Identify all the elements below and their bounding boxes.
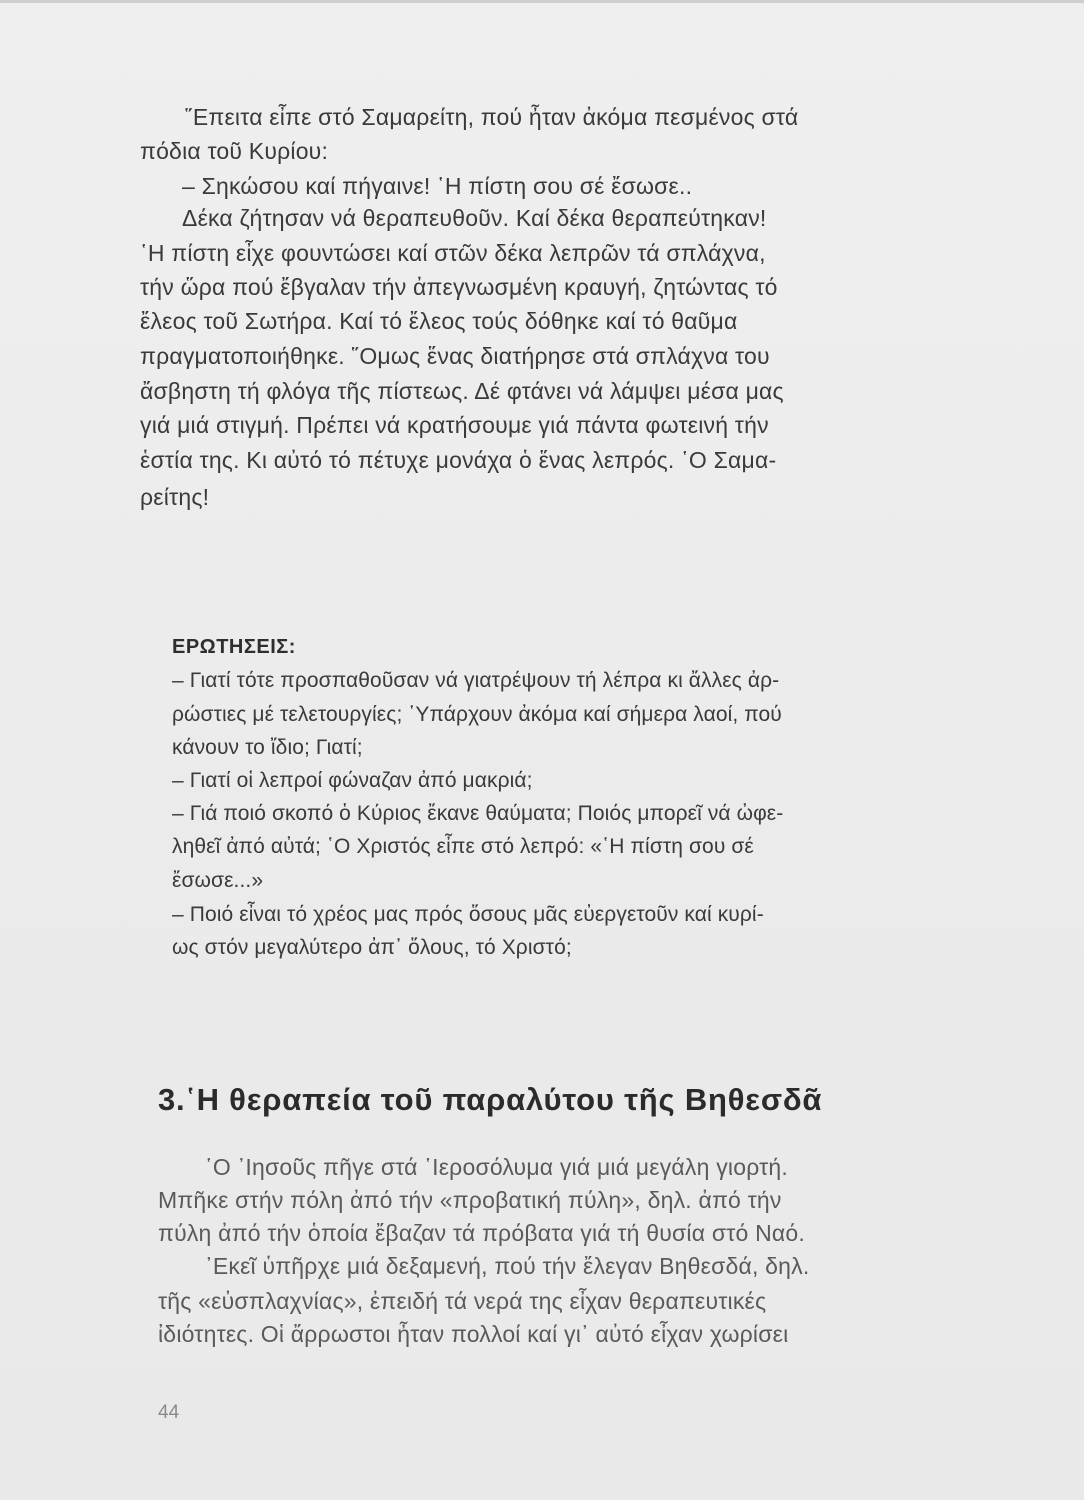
body-line: πόδια τοῦ Κυρίου: [140,138,329,164]
body-line: ῞Επειτα εἶπε στό Σαμαρείτη, πού ἦταν ἀκόμα πεσμένος στά [185,104,799,130]
page-number: 44 [158,1402,180,1423]
chapter-line: τῆς «εὐσπλαχνίας», ἐπειδή τά νερά της εἶχαν θεραπευτικές [158,1288,767,1314]
page-top-edge [0,0,1084,3]
question-line: κάνουν το ἴδιο; Γιατί; [172,736,363,759]
question-line: ληθεῖ ἀπό αὐτά; ῾Ο Χριστός εἶπε στό λεπρό: «῾Η πίστη σου σέ [172,835,754,858]
body-line: γιά μιά στιγμή. Πρέπει νά κρατήσουμε γιά πάντα φωτεινή τήν [140,412,769,438]
chapter-line: ἰδιότητες. Οἱ ἄρρωστοι ἦταν πολλοί καί γι᾿ αὐτό εἶχαν χωρίσει [158,1321,789,1347]
question-line: – Γιατί τότε προσπαθοῦσαν νά γιατρέψουν τή λέπρα κι ἄλλες ἀρ- [172,669,780,692]
body-line: – Σηκώσου καί πήγαινε! ῾Η πίστη σου σέ ἔσωσε.. [182,173,693,199]
questions-heading: ΕΡΩΤΗΣΕΙΣ: [172,636,296,658]
question-line: – Γιά ποιό σκοπό ὁ Κύριος ἔκανε θαύματα; Ποιός μπορεῖ νά ὠφε- [172,802,784,825]
chapter-line: ᾿Εκεῖ ὑπῆρχε μιά δεξαμενή, πού τήν ἔλεγαν Βηθεσδά, δηλ. [205,1253,810,1279]
question-line: ἔσωσε...» [172,869,264,892]
chapter-line: ῾Ο ᾿Ιησοῦς πῆγε στά ῾Ιεροσόλυμα γιά μιά μεγάλη γιορτή. [205,1154,789,1180]
question-line: ρώστιες μέ τελετουργίες; ῾Υπάρχουν ἀκόμα καί σήμερα λαοί, πού [172,703,782,726]
body-line: πραγματοποιήθηκε. ῞Ομως ἕνας διατήρησε στά σπλάχνα του [140,343,770,369]
body-line: τήν ὥρα πού ἔβγαλαν τήν ἀπεγνωσμένη κραυγή, ζητώντας τό [140,274,778,300]
body-line: ἑστία της. Κι αὐτό τό πέτυχε μονάχα ὁ ἕνας λεπρός. ῾Ο Σαμα- [140,447,777,473]
chapter-line: πύλη ἀπό τήν ὁποία ἔβαζαν τά πρόβατα γιά τή θυσία στό Ναό. [158,1220,805,1246]
body-line: ρείτης! [140,484,210,510]
chapter-title: 3.῾Η θεραπεία τοῦ παραλύτου τῆς Βηθεσδᾶ [158,1082,823,1117]
body-line: Δέκα ζήτησαν νά θεραπευθοῦν. Καί δέκα θεραπεύτηκαν! [182,205,767,231]
chapter-line: Μπῆκε στήν πόλη ἀπό τήν «προβατική πύλη», δηλ. ἀπό τήν [158,1187,782,1213]
body-line: ἔλεος τοῦ Σωτήρα. Καί τό ἔλεος τούς δόθηκε καί τό θαῦμα [140,308,738,334]
question-line: ως στόν μεγαλύτερο ἀπ᾿ ὅλους, τό Χριστό; [172,936,572,959]
question-line: – Ποιό εἶναι τό χρέος μας πρός ὅσους μᾶς εὐεργετοῦν καί κυρί- [172,903,764,926]
question-line: – Γιατί οἱ λεπροί φώναζαν ἀπό μακριά; [172,769,533,792]
body-line: ἄσβηστη τή φλόγα τῆς πίστεως. Δέ φτάνει νά λάμψει μέσα μας [140,378,784,404]
body-line: ῾Η πίστη εἶχε φουντώσει καί στῶν δέκα λεπρῶν τά σπλάχνα, [140,240,766,266]
